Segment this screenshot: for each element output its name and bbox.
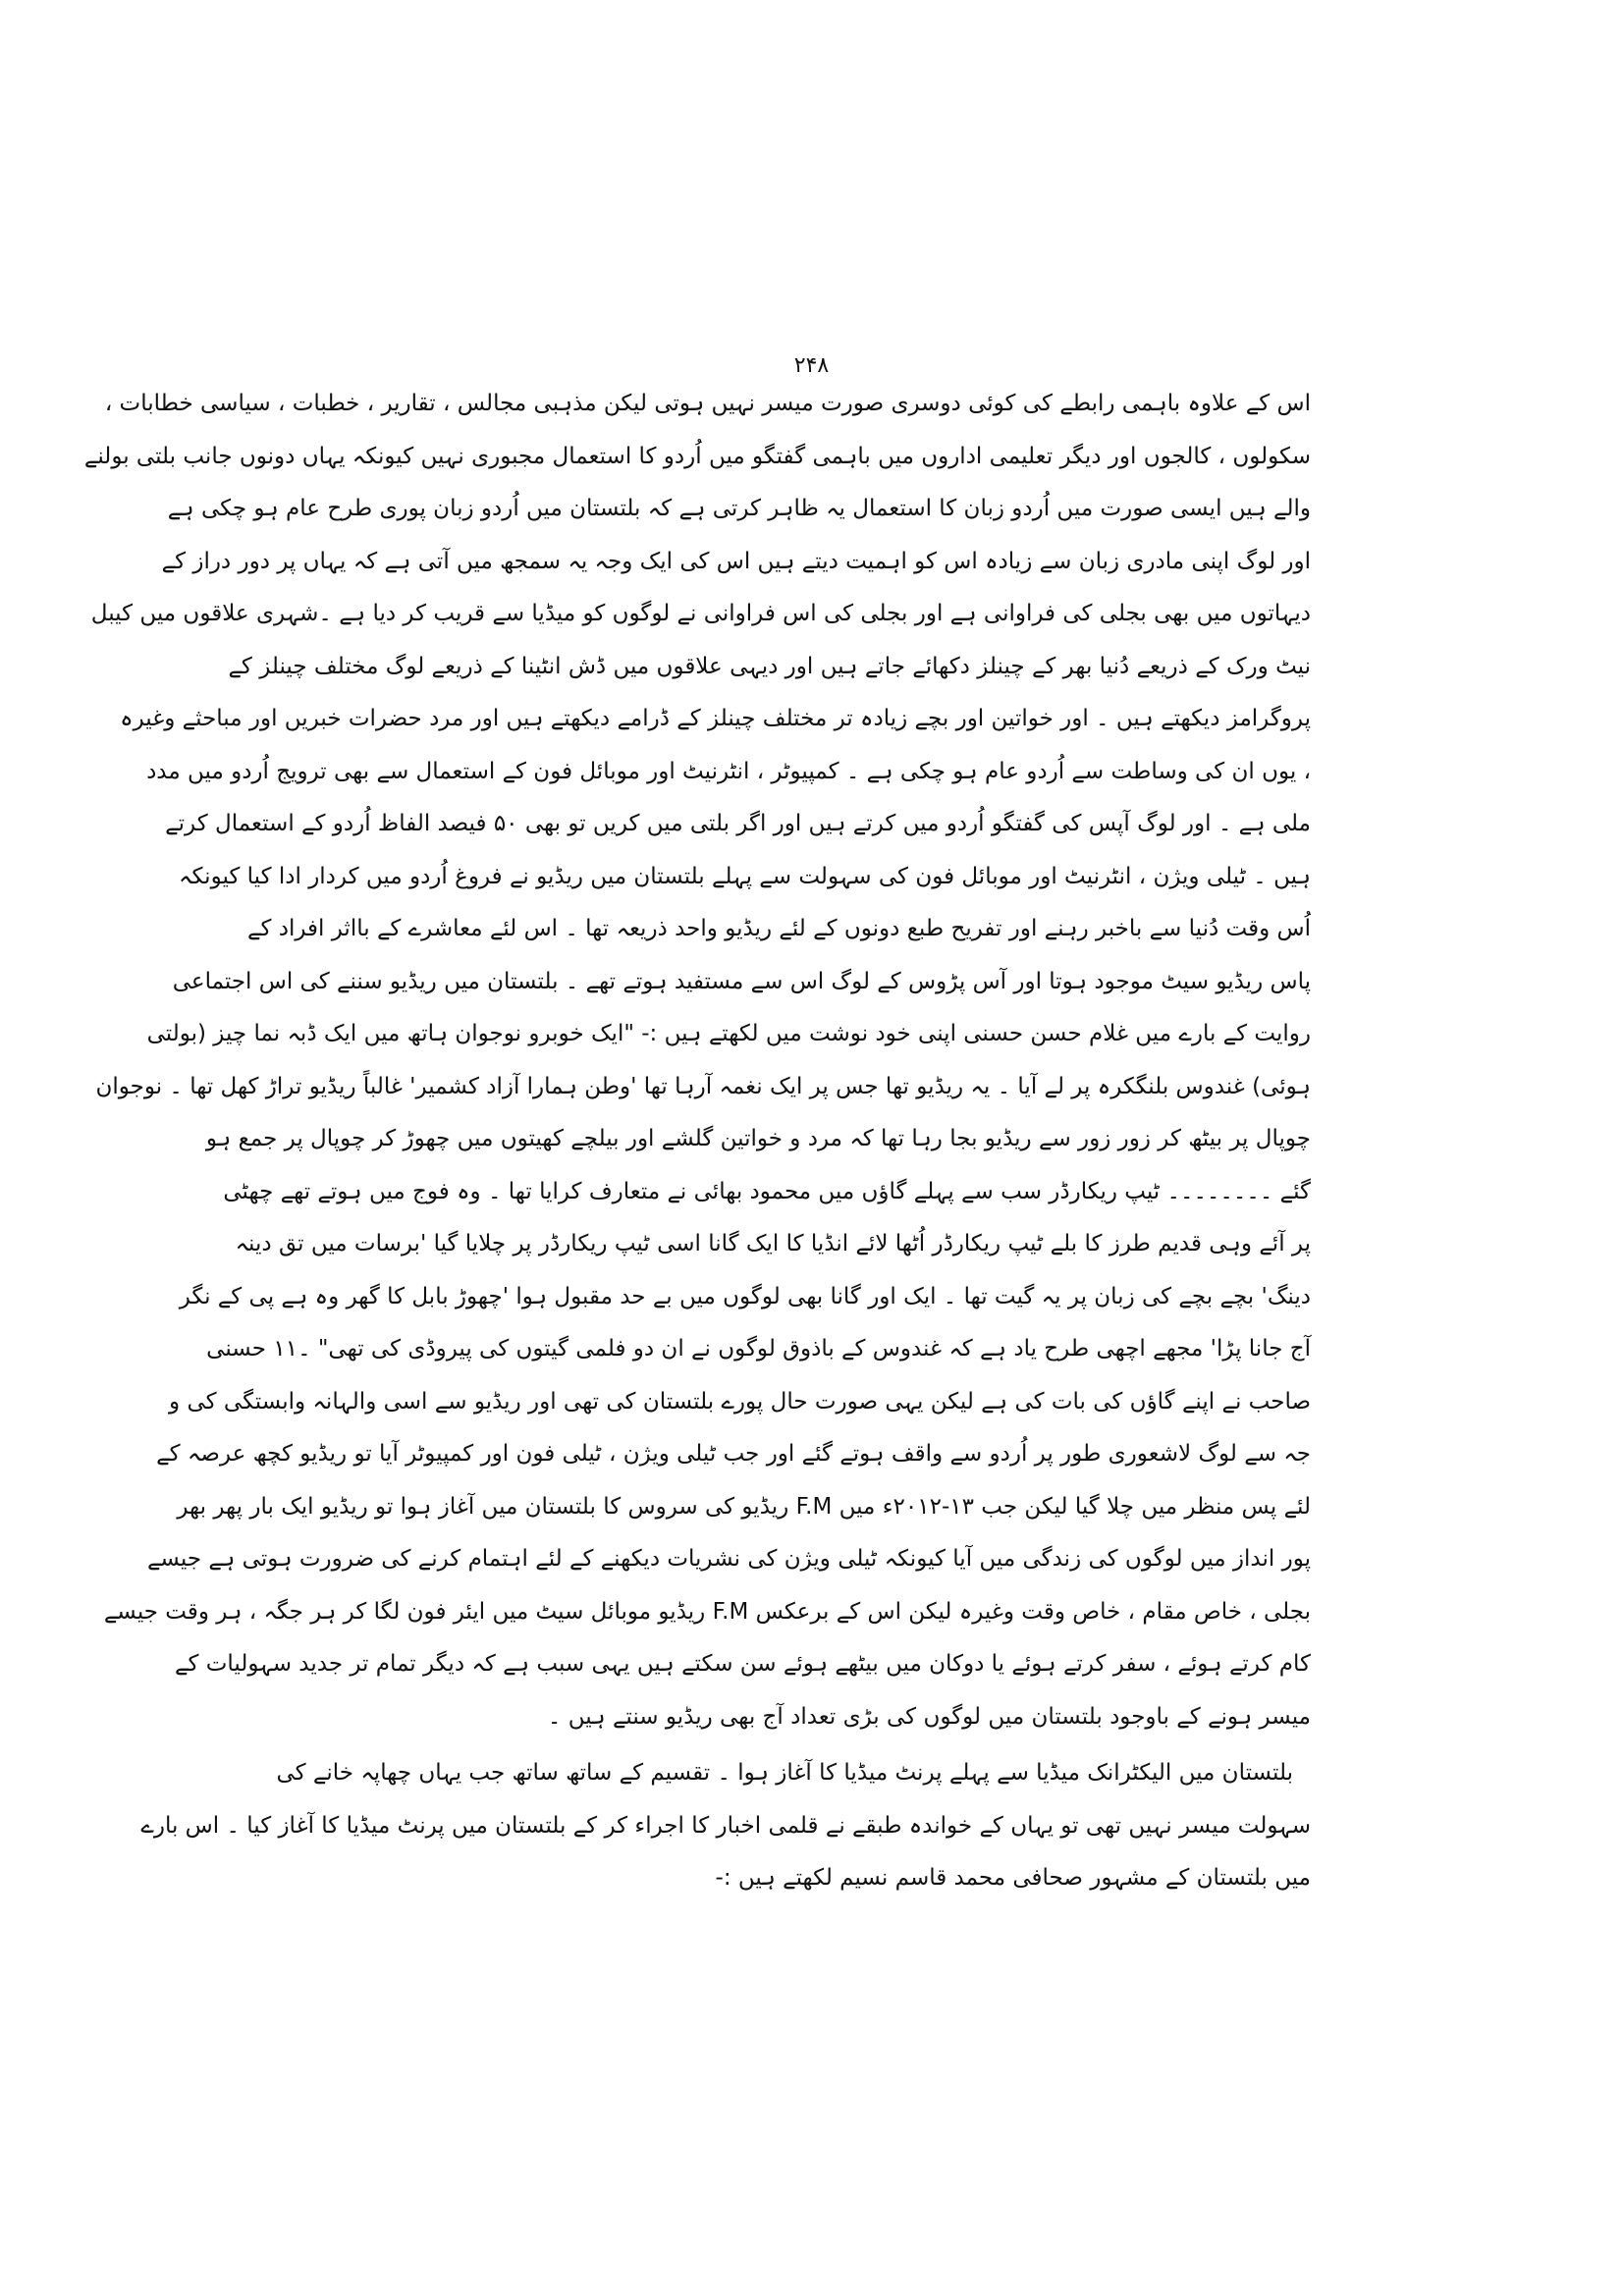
text-line: بجلی ، خاص مقام ، خاص وقت وغیرہ لیکن اس کے برعکس F.M ریڈیو موبائل سیٹ میں ایئر فون لگا کر ہر جگہ ، ہر وقت جیسے bbox=[103, 1598, 1311, 1625]
text-line: اس کے علاوہ باہمی رابطے کی کوئی دوسری صورت میسر نہیں ہوتی لیکن مذہبی مجالس ، تقاریر ، خطبات ، سیاسی خطابات ، bbox=[104, 391, 1311, 416]
text-line: کام کرتے ہوئے ، سفر کرتے ہوئے یا دوکان میں بیٹھے ہوئے سن سکتے ہیں یہی سبب ہے کہ دیگر تمام تر جدید سہولیات کے bbox=[175, 1651, 1311, 1677]
paragraph-1 bbox=[83, 378, 1311, 1743]
text-line: ہوئی) غندوس بلنگکرہ پر لے آیا ۔ یہ ریڈیو تھا جس پر ایک نغمہ آرہا تھا 'وطن ہمارا آزاد کشمیر' غالباً ریڈیو تراڑ کھل تھا ۔ نوجوان bbox=[95, 1073, 1311, 1099]
text-line: آج جانا پڑا' مجھے اچھی طرح یاد ہے کہ غندوس کے باذوق لوگوں نے ان دو فلمی گیتوں کی پیروڈی کی تھی" ۔۱۱ حسنی bbox=[206, 1336, 1311, 1362]
text-line: روایت کے بارے میں غلام حسن حسنی اپنی خود نوشت میں لکھتے ہیں :- "ایک خوبرو نوجوان ہاتھ میں ایک ڈبہ نما چیز (بولتی bbox=[146, 1021, 1311, 1046]
text-line: میں بلتستان کے مشہور صحافی محمد قاسم نسیم لکھتے ہیں :- bbox=[715, 1865, 1311, 1891]
page-number: ۲۴۸ bbox=[793, 353, 830, 378]
text-line: اُس وقت دُنیا سے باخبر رہنے اور تفریح طبع دونوں کے لئے ریڈیو واحد ذریعہ تھا ۔ اس لئے معاشرے کے بااثر افراد کے bbox=[246, 916, 1311, 941]
text-line: پروگرامز دیکھتے ہیں ۔ اور خواتین اور بچے زیادہ تر مختلف چینلز کے ڈرامے دیکھتے ہیں اور مرد حضرات خبریں اور مباحثے وغیرہ bbox=[120, 706, 1311, 731]
text-line: بلتستان میں الیکٹرانک میڈیا سے پہلے پرنٹ میڈیا کا آغاز ہوا ۔ تقسیم کے ساتھ ساتھ جب یہاں چھاپہ خانے کی bbox=[276, 1760, 1293, 1786]
paragraph-2 bbox=[140, 1747, 1311, 1905]
text-line: لئے پس منظر میں چلا گیا لیکن جب ۱۳-۲۰۱۲ء میں F.M ریڈیو کی سروس کا بلتستان میں آغاز ہوا تو ریڈیو ایک بار پھر بھر bbox=[177, 1493, 1311, 1520]
text-line: جہ سے لوگ لاشعوری طور پر اُردو سے واقف ہوتے گئے اور جب ٹیلی ویژن ، ٹیلی فون اور کمپیوٹر آیا تو ریڈیو کچھ عرصہ کے bbox=[156, 1441, 1311, 1467]
text-line: سکولوں ، کالجوں اور دیگر تعلیمی اداروں میں باہمی گفتگو میں اُردو کا استعمال مجبوری نہیں کیونکہ یہاں دونوں جانب بلتی بولنے bbox=[83, 443, 1311, 469]
text-line: چوپال پر بیٹھ کر زور زور سے ریڈیو بجا رہا تھا کہ مرد و خواتین گلشے اور بیلچے کھیتوں میں چھوڑ کر چوپال پر جمع ہو bbox=[205, 1126, 1311, 1151]
text-line: نیٹ ورک کے ذریعے دُنیا بھر کے چینلز دکھائے جاتے ہیں اور دیہی علاقوں میں ڈش انٹینا کے ذریعے لوگ مختلف چینلز کے bbox=[228, 653, 1311, 679]
text-line: سہولت میسر نہیں تھی تو یہاں کے خواندہ طبقے نے قلمی اخبار کا اجراء کر کے بلتستان میں پرنٹ میڈیا کا آغاز کیا ۔ اس بارے bbox=[140, 1812, 1311, 1839]
text-line: ملی ہے ۔ اور لوگ آپس کی گفتگو اُردو میں کرتے ہیں اور اگر بلتی میں کریں تو بھی ۵۰ فیصد الفاظ اُردو کے استعمال کرتے bbox=[165, 811, 1311, 836]
text-line: گئے ۔۔۔۔۔۔۔۔ ٹیپ ریکارڈر سب سے پہلے گاؤں میں محمود بھائی نے متعارف کرایا تھا ۔ وہ فوج میں ہوتے تھے چھٹی bbox=[223, 1178, 1311, 1204]
text-line: والے ہیں ایسی صورت میں اُردو زبان کا استعمال یہ ظاہر کرتی ہے کہ بلتستان میں اُردو زبان پوری طرح عام ہو چکی ہے bbox=[167, 496, 1311, 521]
text-line: پور انداز میں لوگوں کی زندگی میں آیا کیونکہ ٹیلی ویژن کی نشریات دیکھنے کے لئے اہتمام کرنے کی ضرورت ہوتی ہے جیسے bbox=[146, 1546, 1311, 1572]
text-line: دیہاتوں میں بھی بجلی کی فراوانی ہے اور بجلی کی اس فراوانی نے لوگوں کو میڈیا سے قریب کر دیا ہے ۔شہری علاقوں میں کیبل bbox=[90, 601, 1311, 626]
text-line: دینگ' بچے بچے کی زبان پر یہ گیت تھا ۔ ایک اور گانا بھی لوگوں میں بے حد مقبول ہوا 'چھوڑ بابل کا گھر وہ ہے پی کے نگر bbox=[179, 1283, 1311, 1309]
text-line: ہیں ۔ ٹیلی ویژن ، انٹرنیٹ اور موبائل فون کی سہولت سے پہلے بلتستان میں ریڈیو نے فروغ اُردو میں کردار ادا کیا کیونکہ bbox=[178, 863, 1311, 889]
text-line: صاحب نے اپنے گاؤں کی بات کی ہے لیکن یہی صورت حال پورے بلتستان کی تھی اور ریڈیو سے اسی والہانہ وابستگی کی و bbox=[169, 1388, 1311, 1415]
text-line: میسر ہونے کے باوجود بلتستان میں لوگوں کی بڑی تعداد آج بھی ریڈیو سنتے ہیں ۔ bbox=[547, 1703, 1311, 1730]
text-line: اور لوگ اپنی مادری زبان سے زیادہ اس کو اہمیت دیتے ہیں اس کی ایک وجہ یہ سمجھ میں آتی ہے کہ یہاں پر دور دراز کے bbox=[161, 548, 1311, 574]
text-line: ، یوں ان کی وساطت سے اُردو عام ہو چکی ہے ۔ کمپیوٹر ، انٹرنیٹ اور موبائل فون کے استعمال سے بھی ترویج اُردو میں مدد bbox=[146, 758, 1311, 784]
text-line: پاس ریڈیو سیٹ موجود ہوتا اور آس پڑوس کے لوگ اس سے مستفید ہوتے تھے ۔ بلتستان میں ریڈیو سننے کی اس اجتماعی bbox=[172, 968, 1311, 994]
text-line: پر آئے وہی قدیم طرز کا بلے ٹیپ ریکارڈر اُٹھا لائے انڈیا کا ایک گانا اسی ٹیپ ریکارڈر پر چلایا گیا 'برسات میں تق دینہ bbox=[235, 1231, 1311, 1256]
